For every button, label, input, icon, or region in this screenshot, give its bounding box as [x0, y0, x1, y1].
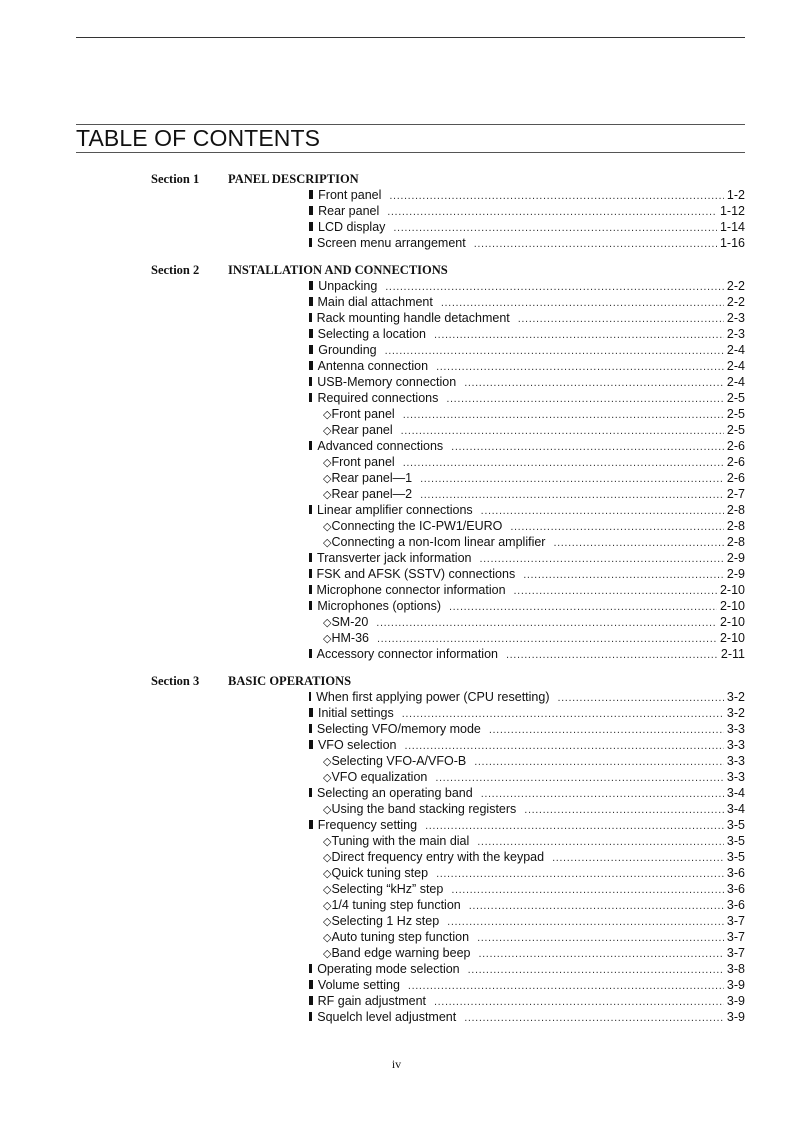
square-bullet-icon	[309, 505, 312, 514]
toc-entry[interactable]	[309, 721, 745, 737]
entry-page: 2-5	[726, 423, 745, 437]
entry-page: 2-2	[726, 279, 745, 293]
entry-page: 2-5	[726, 391, 745, 405]
dot-leader	[446, 391, 724, 407]
dot-leader	[464, 1010, 724, 1026]
diamond-bullet-icon: ◇	[323, 489, 332, 501]
entry-page: 2-10	[719, 583, 745, 597]
entry-label: Unpacking	[318, 279, 378, 293]
square-bullet-icon	[309, 206, 313, 215]
entry-page: 2-11	[720, 647, 745, 661]
entry-page: 3-3	[726, 754, 745, 768]
square-bullet-icon	[309, 820, 313, 829]
entry-page: 3-6	[726, 898, 745, 912]
toc-entry[interactable]	[309, 374, 745, 390]
entry-label: Selecting VFO/memory mode	[316, 722, 481, 736]
entry-label: Front panel	[331, 407, 395, 421]
toc-entry[interactable]	[309, 785, 745, 801]
entry-page: 3-9	[726, 994, 745, 1008]
entry-label: Rack mounting handle detachment	[316, 311, 510, 325]
toc-entry[interactable]	[309, 502, 745, 518]
diamond-bullet-icon: ◇	[323, 473, 332, 485]
entry-page: 2-2	[726, 295, 745, 309]
diamond-bullet-icon: ◇	[323, 409, 332, 421]
dot-leader	[474, 754, 724, 770]
diamond-bullet-icon: ◇	[323, 900, 332, 912]
entry-label: Initial settings	[318, 706, 394, 720]
entry-page: 2-3	[726, 311, 745, 325]
page-number: iv	[391, 1057, 402, 1071]
toc-subentry[interactable]	[323, 486, 745, 502]
square-bullet-icon	[309, 297, 313, 306]
dot-leader	[489, 722, 724, 738]
dot-leader	[403, 455, 724, 471]
title-bottom-rule	[76, 152, 745, 153]
square-bullet-icon	[309, 649, 312, 658]
dot-leader	[425, 818, 724, 834]
entry-label: HM-36	[331, 631, 369, 645]
entry-page: 3-6	[726, 882, 745, 896]
entry-page: 2-4	[726, 343, 745, 357]
dot-leader	[479, 551, 723, 567]
entry-label: VFO selection	[317, 738, 397, 752]
entry-page: 3-7	[726, 930, 745, 944]
entry-page: 3-9	[726, 978, 745, 992]
entry-label: Connecting a non-Icom linear amplifier	[331, 535, 546, 549]
diamond-bullet-icon: ◇	[323, 633, 332, 645]
toc-subentry[interactable]	[323, 422, 745, 438]
entry-page: 2-5	[726, 407, 745, 421]
square-bullet-icon	[309, 329, 313, 338]
entry-page: 1-2	[726, 188, 745, 202]
entry-page: 2-6	[726, 455, 745, 469]
dot-leader	[468, 962, 724, 978]
entry-page: 3-7	[726, 946, 745, 960]
toc-entry[interactable]	[309, 203, 745, 219]
toc-entry[interactable]	[309, 550, 745, 566]
toc-subentry[interactable]	[323, 769, 745, 785]
toc-subentry[interactable]	[323, 865, 745, 881]
entry-page: 3-2	[726, 690, 745, 704]
dot-leader	[469, 898, 724, 914]
dot-leader	[518, 311, 724, 327]
entry-page: 3-4	[726, 802, 745, 816]
entry-page: 2-4	[726, 375, 745, 389]
toc-entry[interactable]	[309, 977, 745, 993]
toc-entry[interactable]	[309, 294, 745, 310]
dot-leader	[402, 706, 724, 722]
diamond-bullet-icon: ◇	[323, 868, 332, 880]
toc-entry[interactable]	[309, 438, 745, 454]
dot-leader	[403, 407, 724, 423]
toc-entry[interactable]	[309, 737, 745, 753]
dot-leader	[385, 279, 724, 295]
square-bullet-icon	[309, 964, 312, 973]
diamond-bullet-icon: ◇	[323, 772, 332, 784]
dot-leader	[436, 359, 724, 375]
entry-label: Using the band stacking registers	[331, 802, 517, 816]
toc-subentry[interactable]	[323, 913, 745, 929]
square-bullet-icon	[309, 441, 312, 450]
entry-label: Selecting VFO-A/VFO-B	[331, 754, 467, 768]
entry-page: 2-6	[726, 439, 745, 453]
entry-page: 3-5	[726, 850, 745, 864]
dot-leader	[464, 375, 724, 391]
entry-page: 2-10	[719, 631, 745, 645]
dot-leader	[401, 423, 724, 439]
entry-label: Transverter jack information	[317, 551, 472, 565]
dot-leader	[558, 690, 724, 706]
diamond-bullet-icon: ◇	[323, 425, 332, 437]
entry-page: 2-7	[726, 487, 745, 501]
entry-label: Main dial attachment	[317, 295, 433, 309]
entry-label: When first applying power (CPU resetting)	[316, 690, 550, 704]
square-bullet-icon	[309, 238, 312, 247]
dot-leader	[451, 882, 724, 898]
square-bullet-icon	[309, 601, 312, 610]
dot-leader	[481, 786, 724, 802]
entry-page: 3-3	[726, 722, 745, 736]
entry-label: VFO equalization	[331, 770, 428, 784]
dot-leader	[506, 647, 718, 663]
toc-subentry[interactable]	[323, 929, 745, 945]
toc-subentry[interactable]	[323, 881, 745, 897]
square-bullet-icon	[309, 345, 313, 354]
toc-entry[interactable]	[309, 566, 745, 582]
toc-subentry[interactable]	[323, 470, 745, 486]
entry-page: 2-9	[726, 551, 745, 565]
dot-leader	[404, 738, 723, 754]
dot-leader	[477, 834, 724, 850]
section-number: Section 3	[151, 674, 200, 688]
diamond-bullet-icon: ◇	[323, 836, 332, 848]
dot-leader	[514, 583, 717, 599]
entry-page: 3-7	[726, 914, 745, 928]
toc-subentry[interactable]	[323, 454, 745, 470]
entry-label: Rear panel	[318, 204, 380, 218]
dot-leader	[481, 503, 724, 519]
toc-subentry[interactable]	[323, 897, 745, 913]
entry-page: 3-5	[726, 834, 745, 848]
entry-label: 1/4 tuning step function	[331, 898, 461, 912]
toc-entry[interactable]	[309, 705, 745, 721]
toc-subentry[interactable]	[323, 630, 745, 646]
dot-leader	[436, 866, 724, 882]
page-title: TABLE OF CONTENTS	[76, 125, 321, 151]
toc-entry[interactable]	[309, 817, 745, 833]
entry-label: SM-20	[331, 615, 369, 629]
dot-leader	[435, 770, 724, 786]
entry-label: Frequency setting	[317, 818, 418, 832]
toc-entry[interactable]	[309, 310, 745, 326]
dot-leader	[451, 439, 724, 455]
square-bullet-icon	[309, 980, 313, 989]
toc-entry[interactable]	[309, 342, 745, 358]
dot-leader	[376, 615, 717, 631]
dot-leader	[478, 946, 723, 962]
entry-page: 3-2	[726, 706, 745, 720]
square-bullet-icon	[309, 740, 313, 749]
square-bullet-icon	[309, 393, 312, 402]
entry-label: Selecting an operating band	[317, 786, 473, 800]
entry-label: Front panel	[318, 188, 382, 202]
toc-subentry[interactable]	[323, 849, 745, 865]
dot-leader	[393, 220, 717, 236]
toc-entry[interactable]	[309, 689, 745, 705]
dot-leader	[420, 487, 724, 503]
square-bullet-icon	[309, 222, 313, 231]
entry-label: Quick tuning step	[331, 866, 429, 880]
section-number: Section 1	[151, 172, 200, 186]
section-title: PANEL DESCRIPTION	[228, 172, 359, 186]
entry-label: Antenna connection	[317, 359, 429, 373]
dot-leader	[389, 188, 724, 204]
diamond-bullet-icon: ◇	[323, 537, 332, 549]
entry-label: Selecting “kHz” step	[331, 882, 444, 896]
entry-page: 2-8	[726, 503, 745, 517]
entry-page: 2-6	[726, 471, 745, 485]
diamond-bullet-icon: ◇	[323, 884, 332, 896]
toc-subentry[interactable]	[323, 753, 745, 769]
section-title: BASIC OPERATIONS	[228, 674, 352, 688]
entry-label: Tuning with the main dial	[331, 834, 470, 848]
dot-leader	[447, 914, 724, 930]
entry-page: 1-14	[719, 220, 745, 234]
toc-subentry[interactable]	[323, 945, 745, 961]
entry-page: 3-9	[726, 1010, 745, 1024]
entry-label: Rear panel—2	[331, 487, 413, 501]
entry-label: LCD display	[318, 220, 386, 234]
toc-entry[interactable]	[309, 961, 745, 977]
entry-label: Operating mode selection	[317, 962, 460, 976]
square-bullet-icon	[309, 313, 312, 322]
toc-subentry[interactable]	[323, 534, 745, 550]
dot-leader	[434, 994, 724, 1010]
dot-leader	[477, 930, 724, 946]
dot-leader	[420, 471, 724, 487]
entry-label: Connecting the IC-PW1/EURO	[331, 519, 503, 533]
entry-label: Selecting a location	[317, 327, 427, 341]
square-bullet-icon	[309, 788, 312, 797]
entry-page: 3-3	[726, 738, 745, 752]
entry-label: Screen menu arrangement	[317, 236, 466, 250]
entry-label: Rear panel—1	[331, 471, 413, 485]
entry-label: Selecting 1 Hz step	[331, 914, 440, 928]
square-bullet-icon	[309, 724, 312, 733]
dot-leader	[434, 327, 724, 343]
diamond-bullet-icon: ◇	[323, 916, 332, 928]
square-bullet-icon	[309, 1012, 312, 1021]
toc-entry[interactable]	[309, 326, 745, 342]
toc-subentry[interactable]	[323, 518, 745, 534]
dot-leader	[552, 850, 724, 866]
dot-leader	[408, 978, 724, 994]
toc-subentry[interactable]	[323, 614, 745, 630]
entry-label: Band edge warning beep	[331, 946, 471, 960]
entry-page: 1-12	[719, 204, 745, 218]
entry-page: 1-16	[719, 236, 745, 250]
entry-label: Grounding	[318, 343, 377, 357]
entry-page: 3-4	[726, 786, 745, 800]
dot-leader	[377, 631, 717, 647]
entry-label: FSK and AFSK (SSTV) connections	[316, 567, 516, 581]
square-bullet-icon	[309, 553, 312, 562]
entry-label: Front panel	[331, 455, 395, 469]
toc-subentry[interactable]	[323, 833, 745, 849]
entry-page: 3-3	[726, 770, 745, 784]
square-bullet-icon	[309, 377, 312, 386]
dot-leader	[553, 535, 723, 551]
entry-page: 2-8	[726, 535, 745, 549]
toc-entry[interactable]	[309, 278, 745, 294]
toc-entry[interactable]	[309, 187, 745, 203]
top-rule	[76, 37, 745, 38]
entry-page: 2-4	[726, 359, 745, 373]
entry-page: 3-6	[726, 866, 745, 880]
dot-leader	[474, 236, 717, 252]
entry-page: 2-3	[726, 327, 745, 341]
entry-label: Volume setting	[317, 978, 400, 992]
toc-entry[interactable]	[309, 646, 745, 662]
entry-label: Auto tuning step function	[331, 930, 470, 944]
toc-entry[interactable]	[309, 582, 745, 598]
square-bullet-icon	[309, 996, 313, 1005]
entry-label: Microphone connector information	[316, 583, 506, 597]
diamond-bullet-icon: ◇	[323, 932, 332, 944]
square-bullet-icon	[309, 361, 313, 370]
entry-label: Microphones (options)	[317, 599, 441, 613]
entry-page: 3-8	[726, 962, 745, 976]
entry-page: 2-9	[726, 567, 745, 581]
diamond-bullet-icon: ◇	[323, 521, 332, 533]
dot-leader	[385, 343, 724, 359]
section-number: Section 2	[151, 263, 200, 277]
square-bullet-icon	[309, 569, 312, 578]
entry-label: Direct frequency entry with the keypad	[331, 850, 545, 864]
toc-entry[interactable]	[309, 235, 745, 251]
toc-entry[interactable]	[309, 219, 745, 235]
section-title: INSTALLATION AND CONNECTIONS	[228, 263, 448, 277]
toc-entry[interactable]	[309, 390, 745, 406]
dot-leader	[441, 295, 724, 311]
entry-label: Accessory connector information	[316, 647, 498, 661]
toc-entry[interactable]	[309, 598, 745, 614]
entry-page: 2-10	[719, 615, 745, 629]
diamond-bullet-icon: ◇	[323, 852, 332, 864]
entry-label: Required connections	[317, 391, 439, 405]
diamond-bullet-icon: ◇	[323, 948, 332, 960]
diamond-bullet-icon: ◇	[323, 756, 332, 768]
square-bullet-icon	[309, 281, 313, 290]
entry-label: USB-Memory connection	[317, 375, 457, 389]
toc-entry[interactable]	[309, 358, 745, 374]
dot-leader	[510, 519, 724, 535]
square-bullet-icon	[309, 708, 313, 717]
diamond-bullet-icon: ◇	[323, 617, 332, 629]
entry-page: 3-5	[726, 818, 745, 832]
dot-leader	[523, 567, 724, 583]
diamond-bullet-icon: ◇	[323, 457, 332, 469]
entry-label: Rear panel	[331, 423, 393, 437]
entry-label: Advanced connections	[317, 439, 444, 453]
dot-leader	[449, 599, 717, 615]
toc-entry[interactable]	[309, 1009, 745, 1025]
dot-leader	[387, 204, 717, 220]
entry-page: 2-10	[719, 599, 745, 613]
entry-label: RF gain adjustment	[317, 994, 426, 1008]
square-bullet-icon	[309, 585, 312, 594]
entry-label: Linear amplifier connections	[317, 503, 473, 517]
diamond-bullet-icon: ◇	[323, 804, 332, 816]
entry-label: Squelch level adjustment	[317, 1010, 457, 1024]
toc-entry[interactable]	[309, 993, 745, 1009]
entry-page: 2-8	[726, 519, 745, 533]
dot-leader	[524, 802, 724, 818]
toc-subentry[interactable]	[323, 801, 745, 817]
square-bullet-icon	[309, 692, 311, 701]
square-bullet-icon	[309, 190, 313, 199]
toc-subentry[interactable]	[323, 406, 745, 422]
